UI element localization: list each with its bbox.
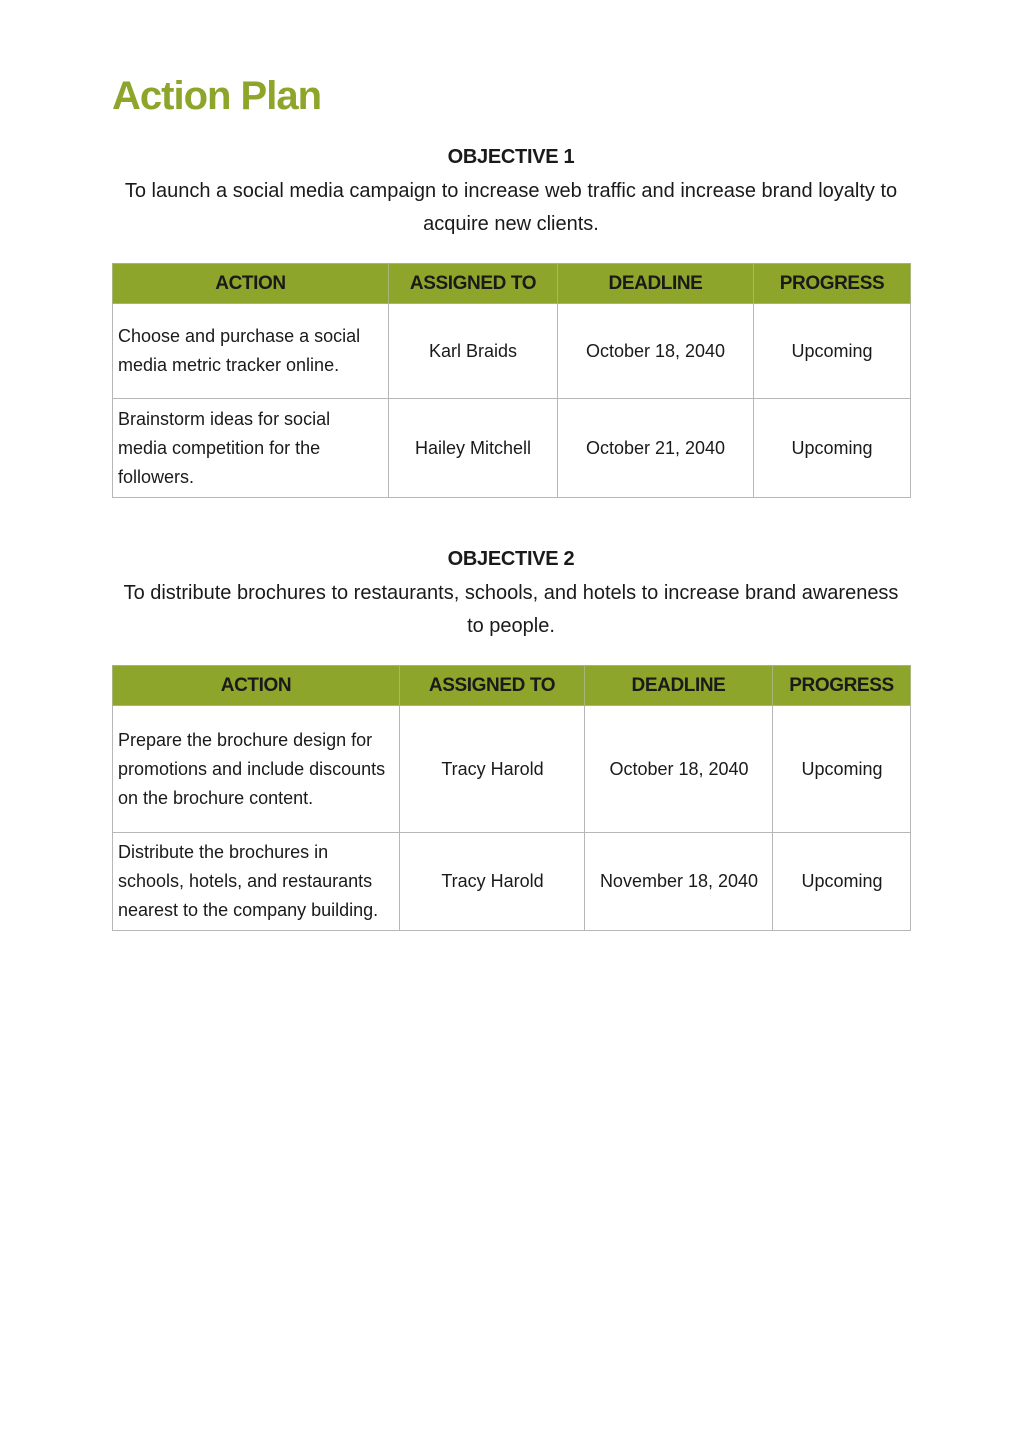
column-header-assigned-to: ASSIGNED TO <box>400 666 585 706</box>
deadline-cell: October 18, 2040 <box>558 304 754 399</box>
objective-description: To launch a social media campaign to increase web traffic and increase brand loyalty to acquire new clients. <box>124 180 898 235</box>
table-header-row <box>113 264 911 304</box>
table-header-row <box>113 666 911 706</box>
column-header-action: ACTION <box>113 264 389 304</box>
assigned-to-cell: Hailey Mitchell <box>389 399 558 498</box>
deadline-cell: October 21, 2040 <box>558 399 754 498</box>
objective-heading: OBJECTIVE 1 <box>447 146 575 168</box>
table-row <box>113 706 911 833</box>
page-title: Action Plan <box>112 74 322 118</box>
objective-2-section <box>112 546 910 931</box>
progress-cell: Upcoming <box>773 833 911 931</box>
progress-cell: Upcoming <box>773 706 911 833</box>
column-header-deadline: DEADLINE <box>558 264 754 304</box>
action-table-objective-1 <box>112 263 911 498</box>
column-header-progress: PROGRESS <box>773 666 911 706</box>
deadline-cell: November 18, 2040 <box>585 833 773 931</box>
table-row <box>113 399 911 498</box>
assigned-to-cell: Tracy Harold <box>400 833 585 931</box>
column-header-progress: PROGRESS <box>754 264 911 304</box>
objective-1-section <box>112 144 910 498</box>
deadline-cell: October 18, 2040 <box>585 706 773 833</box>
progress-cell: Upcoming <box>754 304 911 399</box>
table-row <box>113 304 911 399</box>
progress-cell: Upcoming <box>754 399 911 498</box>
objective-heading: OBJECTIVE 2 <box>447 548 575 570</box>
assigned-to-cell: Karl Braids <box>389 304 558 399</box>
action-cell: Choose and purchase a social media metric tracker online. <box>113 304 389 399</box>
action-cell: Brainstorm ideas for social media competition for the followers. <box>113 399 389 498</box>
column-header-action: ACTION <box>113 666 400 706</box>
action-cell: Distribute the brochures in schools, hotels, and restaurants nearest to the company building. <box>113 833 400 931</box>
column-header-assigned-to: ASSIGNED TO <box>389 264 558 304</box>
action-table-objective-2 <box>112 665 911 931</box>
column-header-deadline: DEADLINE <box>585 666 773 706</box>
assigned-to-cell: Tracy Harold <box>400 706 585 833</box>
action-cell: Prepare the brochure design for promotions and include discounts on the brochure content. <box>113 706 400 833</box>
objective-description: To distribute brochures to restaurants, schools, and hotels to increase brand awareness to people. <box>123 582 899 637</box>
table-row <box>113 833 911 931</box>
